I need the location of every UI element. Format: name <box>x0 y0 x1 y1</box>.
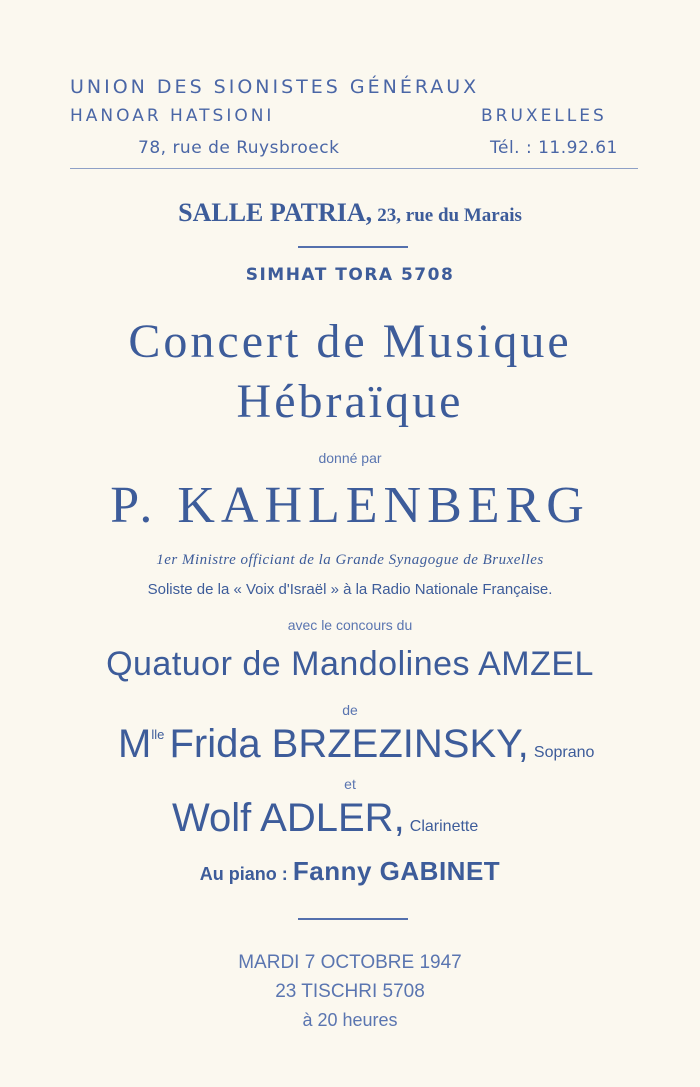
de-label: de <box>342 702 358 718</box>
concours: avec le concours du <box>287 617 413 633</box>
piano-line <box>0 856 700 887</box>
occasion: SIMHAT TORA 5708 <box>245 265 455 285</box>
clarinet-role: Clarinette <box>409 818 479 835</box>
date-divider <box>298 918 408 920</box>
date-day: MARDI 7 OCTOBRE 1947 <box>238 952 462 973</box>
date-hebrew: 23 TISCHRI 5708 <box>275 981 425 1002</box>
pianist-name: Fanny GABINET <box>292 856 501 886</box>
soprano-prefix: M <box>118 722 152 766</box>
performer-role: 1er Ministre officiant de la Grande Synagogue de Bruxelles <box>156 552 544 568</box>
venue-line <box>0 198 700 228</box>
org-subtitle: HANOAR HATSIONI <box>70 106 275 126</box>
concert-title-line2: Hébraïque <box>236 375 464 428</box>
et-label: et <box>344 776 356 792</box>
performer-soloist: Soliste de la « Voix d'Israël » à la Radio Nationale Française. <box>147 581 553 598</box>
org-name: UNION DES SIONISTES GÉNÉRAUX <box>70 76 480 98</box>
ensemble: Quatuor de Mandolines AMZEL <box>106 645 594 683</box>
clarinet-name: Wolf ADLER, <box>172 796 405 840</box>
soprano-title-sup: lle <box>151 727 165 742</box>
org-address: 78, rue de Ruysbroeck <box>138 138 340 158</box>
city: BRUXELLES <box>481 106 607 126</box>
donne-par: donné par <box>318 450 382 466</box>
soprano-line <box>118 722 594 767</box>
date-time: à 20 heures <box>302 1010 398 1030</box>
performer-name: P. KAHLENBERG <box>110 477 590 534</box>
header-divider <box>70 168 638 169</box>
clarinet-line <box>172 796 478 841</box>
soprano-role: Soprano <box>533 744 595 761</box>
venue-name: SALLE PATRIA, <box>178 198 373 227</box>
venue-address: 23, rue du Marais <box>377 205 522 226</box>
piano-label: Au piano : <box>199 864 288 884</box>
venue-divider <box>298 246 408 248</box>
org-telephone: Tél. : 11.92.61 <box>490 138 618 158</box>
concert-title-line1: Concert de Musique <box>128 315 572 368</box>
soprano-name: Frida BRZEZINSKY, <box>169 722 529 766</box>
